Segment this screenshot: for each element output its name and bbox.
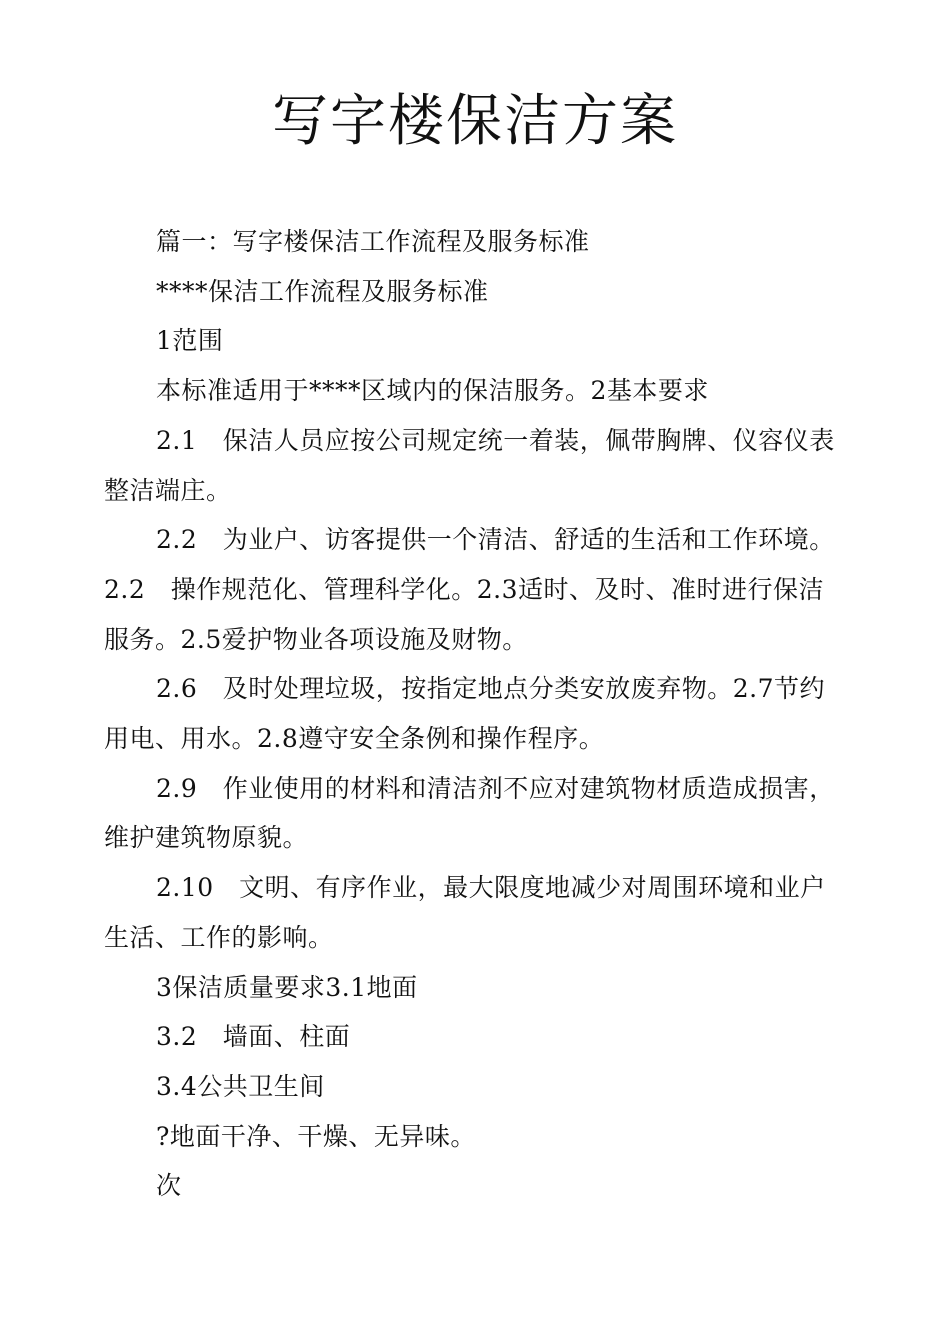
paragraph: 2.6 及时处理垃圾，按指定地点分类安放废弃物。2.7节约用电、用水。2.8遵守安全条例和操作程序。: [104, 674, 826, 754]
paragraph: 2.9 作业使用的材料和清洁剂不应对建筑物材质造成损害，维护建筑物原貌。: [104, 773, 835, 853]
paragraph: 3.2 墙面、柱面: [156, 1022, 351, 1052]
document-body: [104, 217, 846, 1211]
paragraph: 3.4公共卫生间: [156, 1071, 325, 1101]
paragraph: ?地面干净、干燥、无异味。: [156, 1121, 476, 1151]
paragraph: 2.1 保洁人员应按公司规定统一着装，佩带胸牌、仪容仪表整洁端庄。: [104, 425, 835, 505]
paragraph: 3保洁质量要求3.1地面: [156, 972, 418, 1002]
paragraph: 2.2 为业户、访客提供一个清洁、舒适的生活和工作环境。2.2 操作规范化、管理科学化。2.3适时、及时、准时进行保洁服务。2.5爱护物业各项设施及财物。: [104, 525, 835, 654]
paragraph: 次: [156, 1171, 182, 1201]
paragraph: ****保洁工作流程及服务标准: [156, 276, 489, 306]
paragraph: 2.10 文明、有序作业，最大限度地减少对周围环境和业户生活、工作的影响。: [104, 873, 826, 952]
paragraph: 本标准适用于****区域内的保洁服务。2基本要求: [156, 376, 709, 406]
paragraph: 1范围: [156, 326, 224, 356]
document-title: 写字楼保洁方案: [272, 89, 678, 154]
paragraph: 篇一：写字楼保洁工作流程及服务标准: [156, 227, 590, 256]
